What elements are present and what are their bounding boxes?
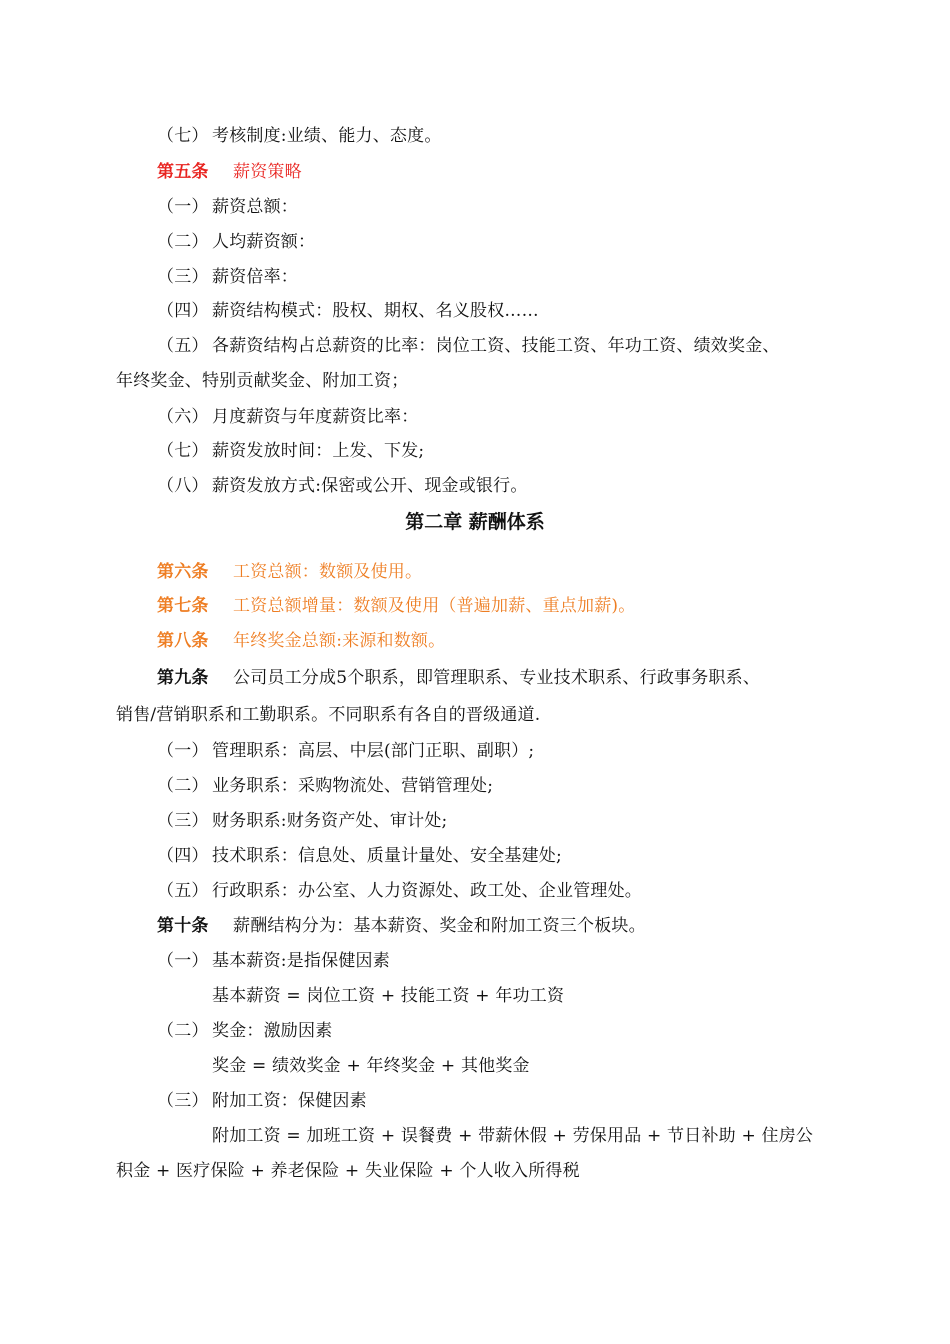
item-label: （一） [157, 951, 209, 971]
article-label: 第五条 [157, 162, 209, 182]
item-line [157, 124, 442, 148]
item-line [157, 299, 539, 323]
article-heading [157, 629, 445, 653]
article-label: 第六条 [157, 562, 209, 582]
item-label: （五） [157, 336, 209, 356]
chapter-title: 第二章 薪酬体系 [405, 511, 545, 533]
formula-line: 奖金 = 绩效奖金 + 年终奖金 + 其他奖金 [212, 1056, 530, 1076]
article-paragraph [157, 666, 760, 690]
article-label: 第八条 [157, 631, 209, 651]
article-paragraph [157, 914, 646, 938]
item-text: 附加工资：保健因素 [212, 1091, 367, 1111]
item-line [157, 844, 562, 868]
item-text: 考核制度:业绩、能力、态度。 [212, 126, 442, 146]
item-label: （八） [157, 476, 209, 496]
item-line [157, 230, 315, 254]
item-label: （二） [157, 232, 209, 252]
item-label: （六） [157, 407, 209, 427]
article-text: 薪酬结构分为：基本薪资、奖金和附加工资三个板块。 [233, 916, 646, 936]
item-label: （七） [157, 126, 209, 146]
item-text: 薪资总额： [212, 197, 298, 217]
item-line [157, 949, 390, 973]
item-text: 各薪资结构占总薪资的比率：岗位工资、技能工资、年功工资、绩效奖金、 [212, 336, 780, 356]
formula-line: 基本薪资 = 岗位工资 + 技能工资 + 年功工资 [212, 986, 565, 1006]
item-line [157, 474, 528, 498]
item-label: （四） [157, 301, 209, 321]
item-label: （三） [157, 1091, 209, 1111]
item-label: （一） [157, 197, 209, 217]
article-text: 年终奖金总额:来源和数额。 [233, 631, 446, 651]
item-text: 技术职系：信息处、质量计量处、安全基建处; [212, 846, 562, 866]
article-label: 第七条 [157, 596, 209, 616]
item-label: （二） [157, 776, 209, 796]
item-line [157, 195, 298, 219]
article-text: 工资总额：数额及使用。 [233, 562, 423, 582]
article-heading [157, 160, 302, 184]
item-line [157, 774, 493, 798]
item-text: 薪资发放时间：上发、下发; [212, 441, 425, 461]
article-text: 工资总额增量：数额及使用（普遍加薪、重点加薪)。 [233, 596, 636, 616]
item-label: （一） [157, 741, 209, 761]
item-line [157, 879, 642, 903]
item-text: 人均薪资额： [212, 232, 316, 252]
item-text: 基本薪资:是指保健因素 [212, 951, 390, 971]
item-text: 奖金：激励因素 [212, 1021, 333, 1041]
article-heading [157, 594, 635, 618]
item-label: （三） [157, 811, 209, 831]
item-line [157, 405, 418, 429]
article-heading [157, 560, 422, 584]
item-line [157, 1019, 332, 1043]
article-continuation: 销售/营销职系和工勤职系。不同职系有各自的晋级通道. [116, 705, 541, 725]
item-text: 管理职系：高层、中层(部门正职、副职）; [212, 741, 535, 761]
article-text: 薪资策略 [233, 162, 302, 182]
formula-continuation: 积金 + 医疗保险 + 养老保险 + 失业保险 + 个人收入所得税 [116, 1161, 580, 1181]
item-text: 财务职系:财务资产处、审计处; [212, 811, 448, 831]
item-line [157, 265, 298, 289]
article-label: 第九条 [157, 668, 209, 688]
item-label: （二） [157, 1021, 209, 1041]
item-label: （三） [157, 267, 209, 287]
item-text: 薪资结构模式：股权、期权、名义股权…… [212, 301, 539, 321]
item-line [157, 439, 424, 463]
formula-line: 附加工资 = 加班工资 + 误餐费 + 带薪休假 + 劳保用品 + 节日补助 + 住房公 [212, 1126, 814, 1146]
item-text: 薪资倍率： [212, 267, 298, 287]
item-line [157, 809, 447, 833]
item-line [157, 1089, 367, 1113]
item-text: 业务职系：采购物流处、营销管理处; [212, 776, 494, 796]
item-line [157, 334, 780, 358]
item-text: 月度薪资与年度薪资比率： [212, 407, 419, 427]
item-text: 行政职系：办公室、人力资源处、政工处、企业管理处。 [212, 881, 642, 901]
item-continuation: 年终奖金、特别贡献奖金、附加工资； [116, 371, 409, 391]
item-text: 薪资发放方式:保密或公开、现金或银行。 [212, 476, 528, 496]
item-label: （五） [157, 881, 209, 901]
item-label: （七） [157, 441, 209, 461]
item-label: （四） [157, 846, 209, 866]
article-text: 公司员工分成5个职系，即管理职系、专业技术职系、行政事务职系、 [233, 668, 761, 688]
article-label: 第十条 [157, 916, 209, 936]
item-line [157, 739, 534, 763]
